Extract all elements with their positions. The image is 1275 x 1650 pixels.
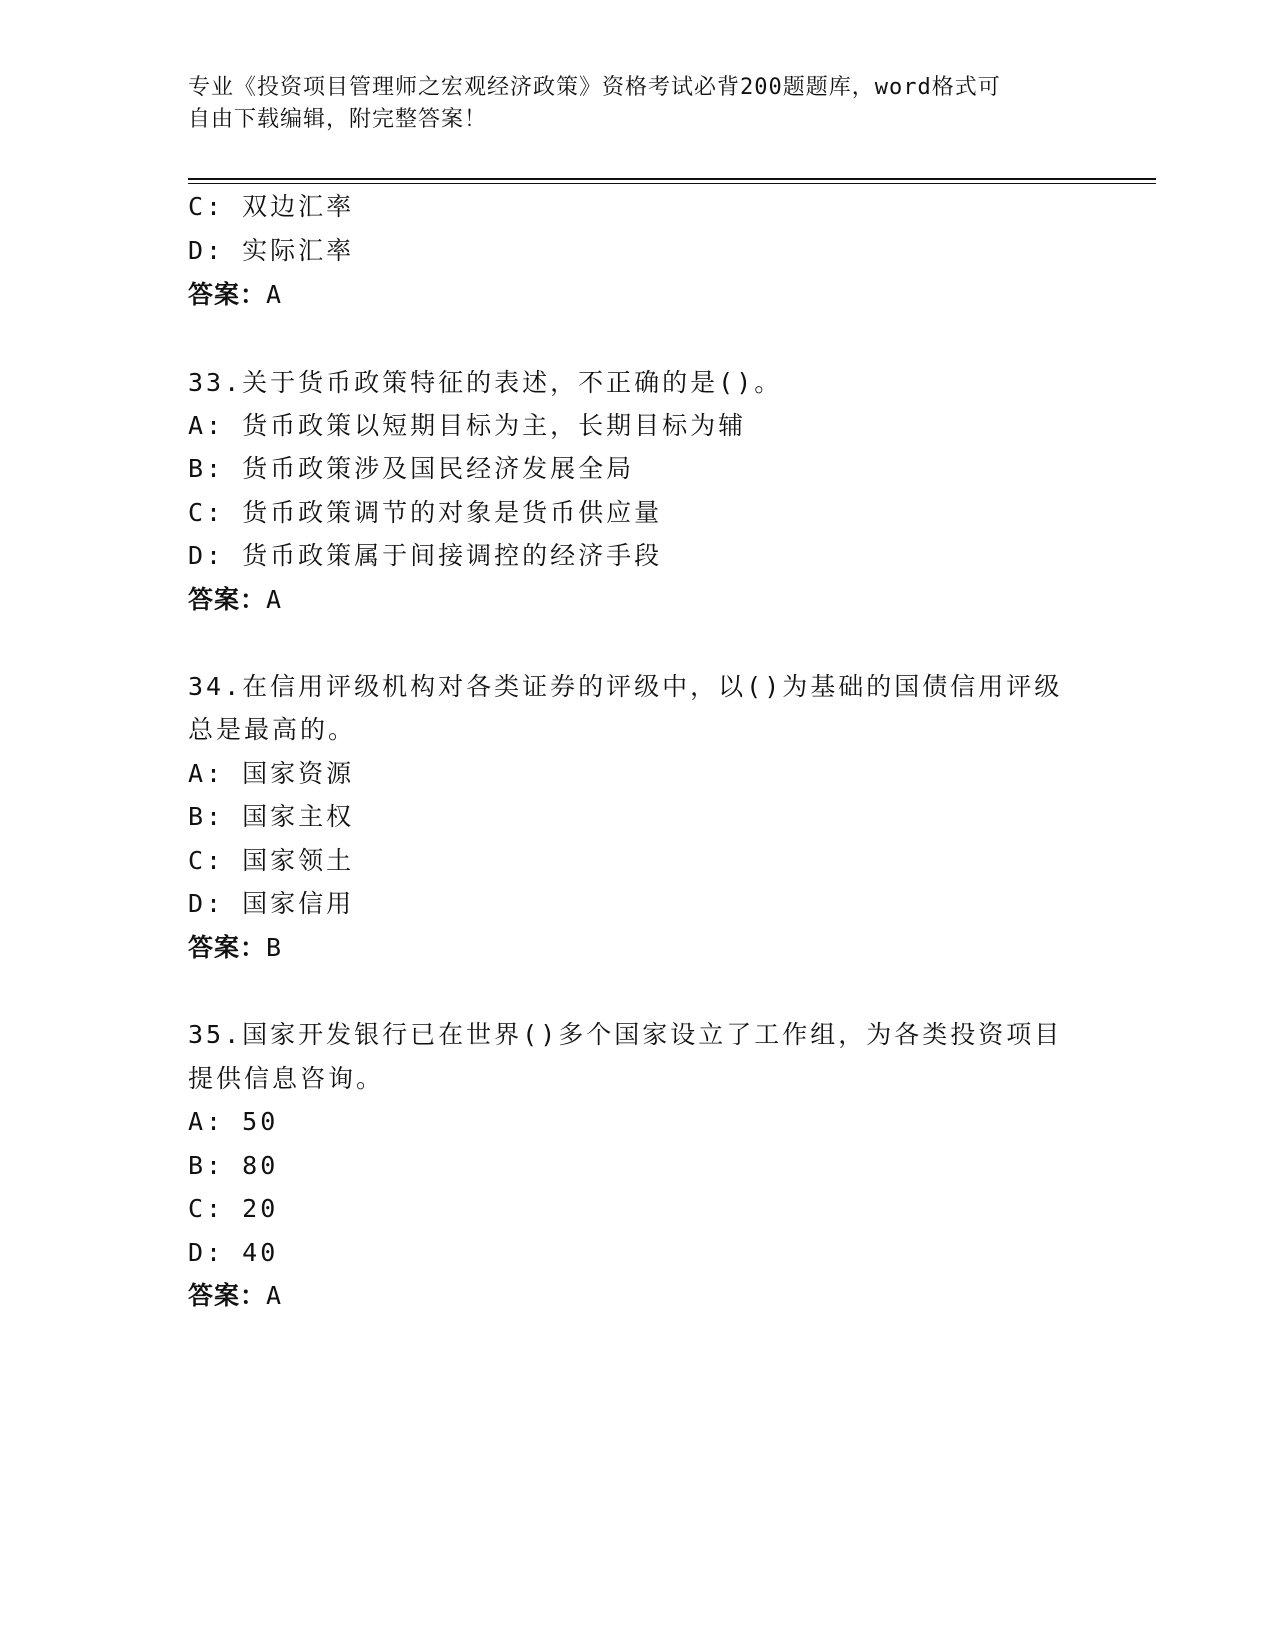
document-header <box>188 72 1068 136</box>
answer-label: 答案： <box>188 1281 267 1310</box>
q33-option-a: A: 货币政策以短期目标为主，长期目标为辅 <box>188 411 747 440</box>
q33-stem: 33.关于货币政策特征的表述，不正确的是()。 <box>188 368 783 397</box>
q33-answer <box>188 583 282 617</box>
answer-value: A <box>266 280 283 309</box>
q34-answer <box>188 931 282 965</box>
q35-option-c: C: 20 <box>188 1194 279 1223</box>
q33-option-d: D: 货币政策属于间接调控的经济手段 <box>188 541 663 570</box>
q34-option-b: B: 国家主权 <box>188 802 355 831</box>
q34-option-c: C: 国家领土 <box>188 846 355 875</box>
q33-option-b: B: 货币政策涉及国民经济发展全局 <box>188 454 635 483</box>
answer-label: 答案： <box>188 585 267 614</box>
q35-stem-line-2: 提供信息咨询。 <box>188 1064 385 1093</box>
header-title-line-2: 自由下载编辑，附完整答案！ <box>188 107 488 132</box>
q34-option-d: D: 国家信用 <box>188 889 355 918</box>
q34-stem-line-1: 34.在信用评级机构对各类证券的评级中，以()为基础的国债信用评级 <box>188 672 1063 701</box>
q34-option-a: A: 国家资源 <box>188 759 355 788</box>
q35-option-d: D: 40 <box>188 1238 279 1267</box>
header-divider-thick <box>188 178 1156 180</box>
prev-option-c: C: 双边汇率 <box>188 192 355 221</box>
answer-value: B <box>266 933 283 962</box>
header-divider-thin <box>188 183 1156 184</box>
q35-stem-line-1: 35.国家开发银行已在世界()多个国家设立了工作组，为各类投资项目 <box>188 1020 1063 1049</box>
answer-label: 答案： <box>188 280 267 309</box>
answer-label: 答案： <box>188 933 267 962</box>
answer-value: A <box>266 1281 283 1310</box>
answer-value: A <box>266 585 283 614</box>
q33-option-c: C: 货币政策调节的对象是货币供应量 <box>188 498 663 527</box>
header-title-line-1: 专业《投资项目管理师之宏观经济政策》资格考试必背200题题库，word格式可 <box>188 75 1001 100</box>
q35-option-b: B: 80 <box>188 1151 279 1180</box>
q35-option-a: A: 50 <box>188 1107 279 1136</box>
prev-answer <box>188 278 282 312</box>
q34-stem-line-2: 总是最高的。 <box>188 715 357 744</box>
q35-answer <box>188 1279 282 1313</box>
prev-option-d: D: 实际汇率 <box>188 236 355 265</box>
